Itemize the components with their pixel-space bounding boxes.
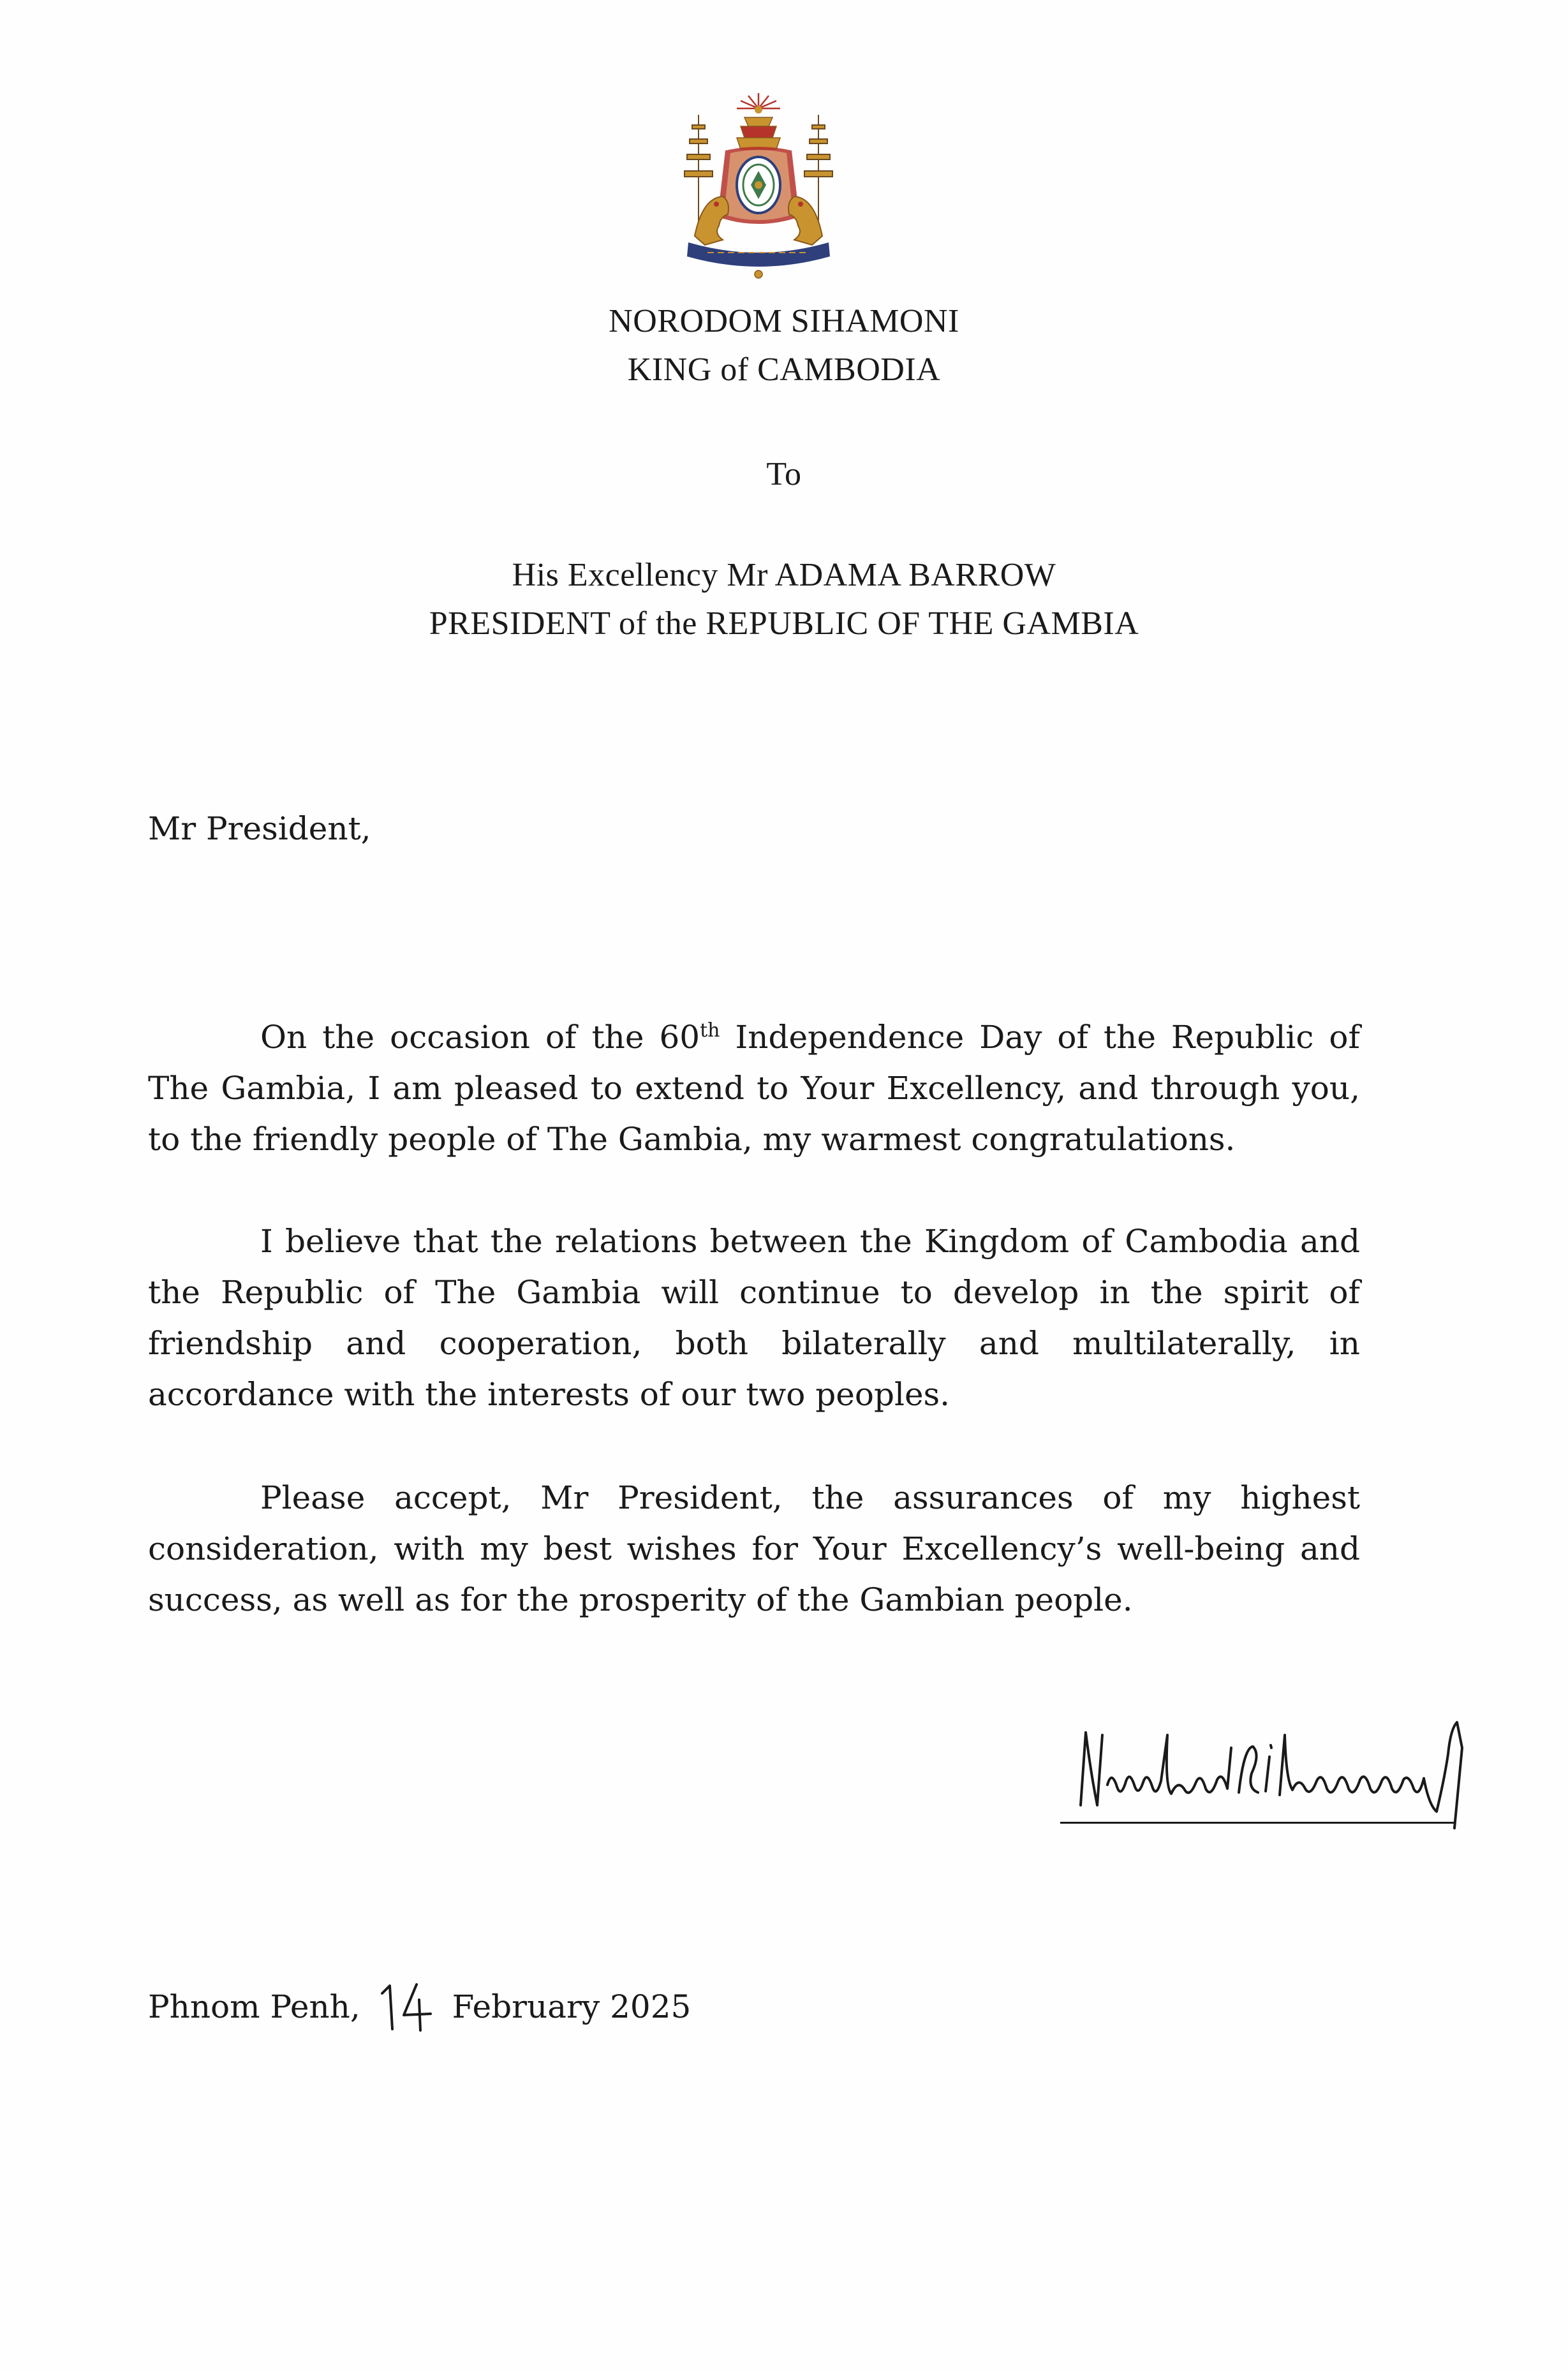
ordinal-suffix: th [700,1019,720,1042]
recipient-name: His Excellency Mr ADAMA BARROW [512,557,1056,593]
place: Phnom Penh, [148,1988,360,2025]
body-paragraph-1 [148,1012,1360,1165]
recipient-title: PRESIDENT of the REPUBLIC OF THE GAMBIA [429,605,1139,642]
salutation: Mr President, [148,810,371,847]
body-paragraph-3: Please accept, Mr President, the assurances of my highest consideration, with my best wishes for Your Excellency’s well-being and success, as well as for the prosperity of the Gambian people. [148,1479,1360,1618]
body-paragraph-2: I believe that the relations between the Kingdom of Cambodia and the Republic of The Gambia will continue to develop in the spirit of friendship and cooperation, both bilaterally and multilaterally, in accordance with the interests of our two peoples. [148,1223,1360,1413]
handwritten-signature [1072,1710,1480,1831]
sender-title: KING of CAMBODIA [627,351,941,388]
signature-line [1060,1822,1454,1824]
handwritten-day [373,1981,434,2032]
body-paragraph-1-start: On the occasion of the 60 [260,1019,700,1056]
sender-name: NORODOM SIHAMONI [609,303,959,339]
body-paragraph-1-rest: Independence Day of the Republic of The Gambia, I am pleased to extend to Your Excellency, and through you, to the friendly people of The Gambia, my warmest congratulations. [148,1019,1360,1158]
place-and-date [148,1981,691,2032]
month-year: February 2025 [452,1988,692,2025]
royal-arms-of-cambodia-icon [669,89,848,281]
address-to-label: To [766,456,802,492]
